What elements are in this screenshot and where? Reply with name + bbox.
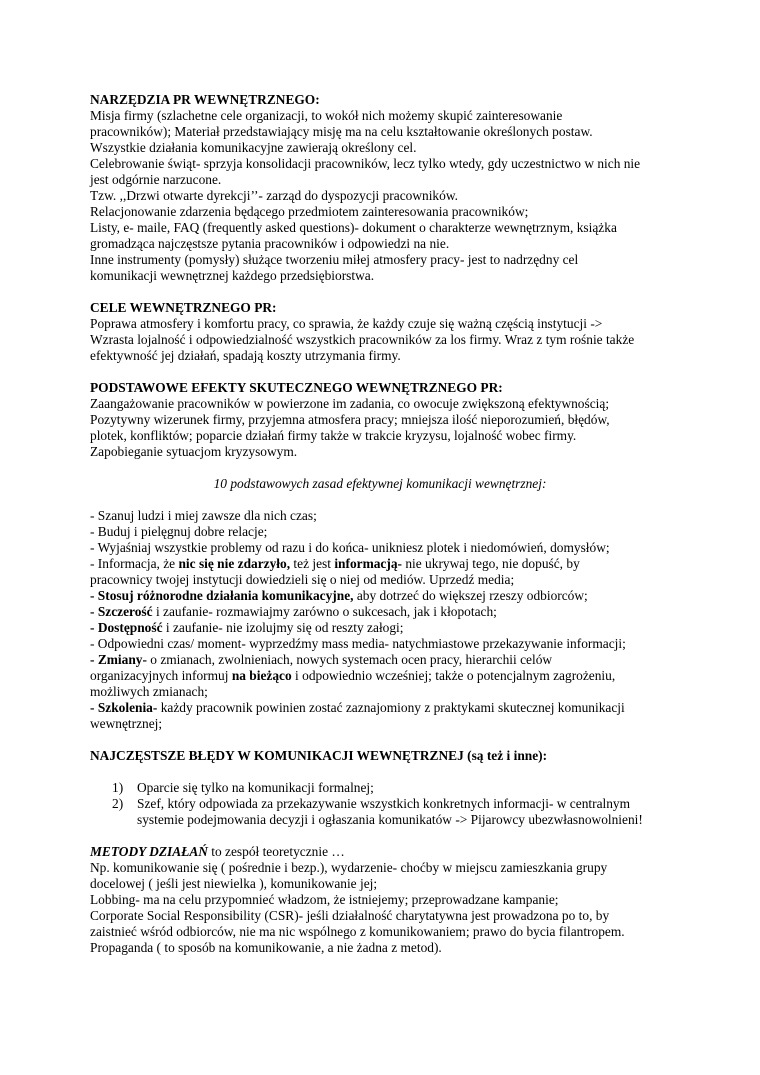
goals-line: Wzrasta lojalność i odpowiedzialność wszystkich pracowników za los firmy. Wraz z tym rośnie także (90, 332, 635, 347)
spacer (90, 828, 670, 844)
goals-line: Poprawa atmosfery i komfortu pracy, co sprawia, że każdy czuje się ważną częścią instytucji -> (90, 316, 603, 331)
methods-line: zaistnieć wśród odbiorców, nie ma nic wspólnego z komunikowaniem; prawo do bycia filantropem. (90, 924, 625, 939)
tools-line: Inne instrumenty (pomysły) służące tworzeniu miłej atmosfery pracy- jest to nadrzędny cel (90, 252, 579, 267)
tools-line: Misja firmy (szlachetne cele organizacji, to wokół nich możemy skupić zainteresowanie (90, 108, 563, 123)
rule-item-continuation: organizacyjnych informuj na bieżąco i odpowiednio wcześniej; także o potencjalnym zagrożeniu, (90, 668, 616, 683)
rule-item: - Szkolenia- każdy pracownik powinien zostać zaznajomiony z praktykami skutecznej komunikacji (90, 700, 625, 715)
section-heading-tools: NARZĘDZIA PR WEWNĘTRZNEGO: (90, 92, 320, 107)
list-item (90, 796, 670, 828)
errors-list (90, 780, 670, 828)
section-heading-methods: METODY DZIAŁAŃ to zespół teoretycznie … (90, 844, 345, 859)
tools-line: Tzw. ,,Drzwi otwarte dyrekcji’’- zarząd do dyspozycji pracowników. (90, 188, 458, 203)
rule-item: - Odpowiedni czas/ moment- wyprzedźmy mass media- natychmiastowe przekazywanie informacji; (90, 636, 626, 651)
spacer (90, 364, 670, 380)
rule-item-continuation: wewnętrznej; (90, 716, 163, 731)
methods-line: Np. komunikowanie się ( pośrednie i bezp.), wydarzenie- choćby w miejscu zamieszkania grupy (90, 860, 608, 875)
list-item-text: Oparcie się tylko na komunikacji formalnej; (137, 780, 374, 795)
spacer (90, 284, 670, 300)
tools-line: Listy, e- maile, FAQ (frequently asked questions)- dokument o charakterze wewnętrznym, książka (90, 220, 617, 235)
list-item-text: systemie podejmowania decyzji i ogłaszania komunikatów -> Pijarowcy ubezwłasnowolnieni! (137, 812, 643, 827)
spacer (90, 460, 670, 476)
document-body (90, 92, 670, 956)
rules-title: 10 podstawowych zasad efektywnej komunikacji wewnętrznej: (213, 476, 547, 491)
list-item (90, 780, 670, 796)
rule-item: - Zmiany- o zmianach, zwolnieniach, nowych systemach ocen pracy, hierarchii celów (90, 652, 553, 667)
methods-line: Propaganda ( to sposób na komunikowanie, a nie żadna z metod). (90, 940, 442, 955)
tools-line: Celebrowanie świąt- sprzyja konsolidacji pracowników, lecz tylko wtedy, gdy uczestnictwo w nich nie (90, 156, 641, 171)
rule-item-continuation: pracownicy twojej instytucji dowiedzieli się o niej od mediów. Uprzedź media; (90, 572, 515, 587)
tools-line: Relacjonowanie zdarzenia będącego przedmiotem zainteresowania pracowników; (90, 204, 529, 219)
spacer (90, 732, 670, 748)
rule-item: - Wyjaśniaj wszystkie problemy od razu i do końca- unikniesz plotek i niedomówień, domysłów; (90, 540, 610, 555)
effects-line: Zapobieganie sytuacjom kryzysowym. (90, 444, 298, 459)
list-number: 1) (112, 780, 124, 795)
tools-line: pracowników); Materiał przedstawiający misję ma na celu kształtowanie określonych postaw. (90, 124, 593, 139)
section-heading-effects: PODSTAWOWE EFEKTY SKUTECZNEGO WEWNĘTRZNEGO PR: (90, 380, 503, 395)
section-heading-errors: NAJCZĘSTSZE BŁĘDY W KOMUNIKACJI WEWNĘTRZNEJ (są też i inne): (90, 748, 548, 763)
rule-item: - Szanuj ludzi i miej zawsze dla nich czas; (90, 508, 317, 523)
rule-item: - Buduj i pielęgnuj dobre relacje; (90, 524, 268, 539)
rule-item: - Szczerość i zaufanie- rozmawiajmy zarówno o sukcesach, jak i kłopotach; (90, 604, 497, 619)
rule-item: - Dostępność i zaufanie- nie izolujmy się od reszty załogi; (90, 620, 404, 635)
tools-line: jest odgórnie narzucone. (90, 172, 222, 187)
effects-line: Zaangażowanie pracowników w powierzone im zadania, co owocuje zwiększoną efektywnością; (90, 396, 610, 411)
spacer (90, 764, 670, 780)
effects-line: plotek, konfliktów; poparcie działań firmy także w trakcie kryzysu, lojalność wobec firmy. (90, 428, 577, 443)
list-number: 2) (112, 796, 124, 811)
spacer (90, 492, 670, 508)
methods-line: Lobbing- ma na celu przypomnieć władzom, że istniejemy; przeprowadzane kampanie; (90, 892, 559, 907)
rule-item-continuation: możliwych zmianach; (90, 684, 208, 699)
methods-line: docelowej ( jeśli jest niewielka ), komunikowanie jej; (90, 876, 378, 891)
rule-item: - Informacja, że nic się nie zdarzyło, też jest informacją- nie ukrywaj tego, nie dopuść, by (90, 556, 580, 571)
effects-line: Pozytywny wizerunek firmy, przyjemna atmosfera pracy; mniejsza ilość nieporozumień, błędów, (90, 412, 610, 427)
section-heading-goals: CELE WEWNĘTRZNEGO PR: (90, 300, 277, 315)
methods-line: Corporate Social Responsibility (CSR)- jeśli działalność charytatywna jest prowadzona po to, by (90, 908, 610, 923)
tools-line: komunikacji wewnętrznej każdego przedsiębiorstwa. (90, 268, 375, 283)
list-item-text: Szef, który odpowiada za przekazywanie wszystkich konkretnych informacji- w centralnym (137, 796, 631, 811)
tools-line: gromadząca najczęstsze pytania pracowników i odpowiedzi na nie. (90, 236, 450, 251)
goals-line: efektywność jej działań, spadają koszty utrzymania firmy. (90, 348, 401, 363)
rule-item: - Stosuj różnorodne działania komunikacyjne, aby dotrzeć do większej rzeszy odbiorców; (90, 588, 588, 603)
tools-line: Wszystkie działania komunikacyjne zawierają określony cel. (90, 140, 417, 155)
